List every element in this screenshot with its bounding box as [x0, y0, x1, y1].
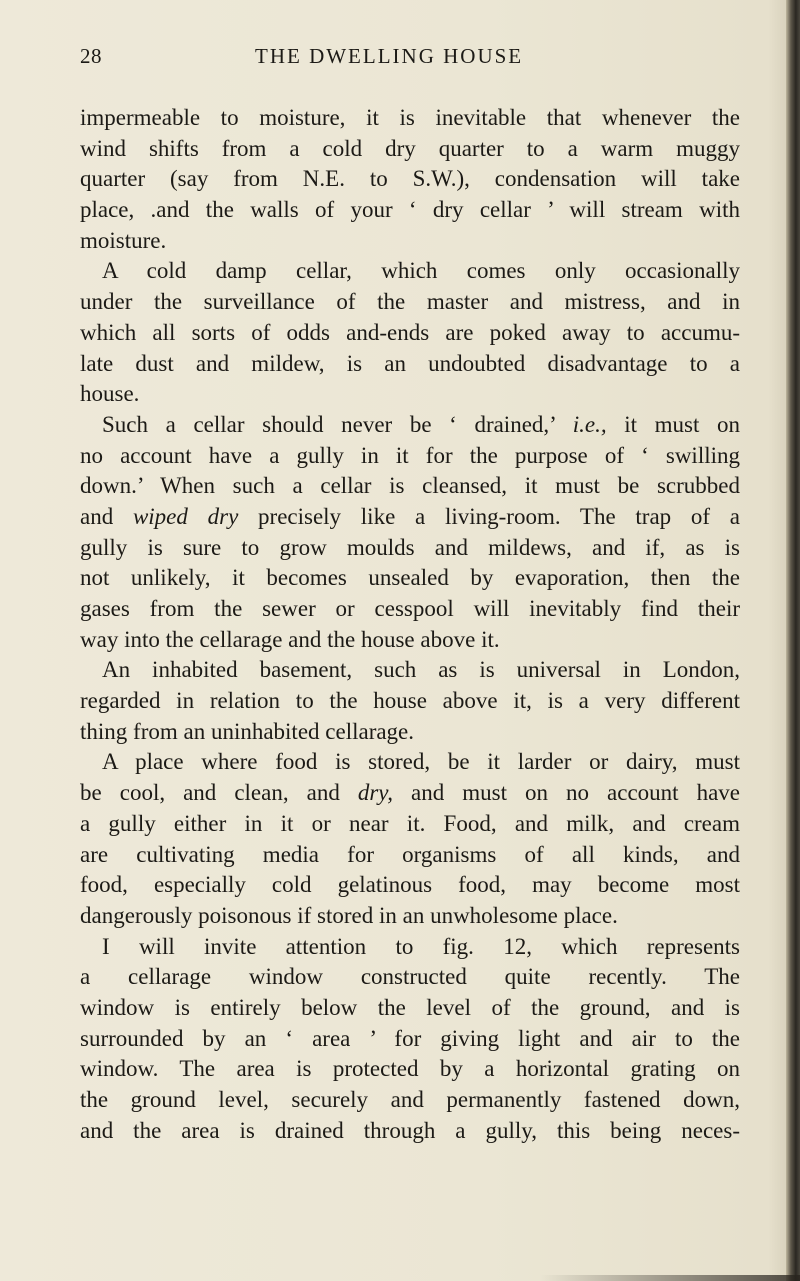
text-line: Such a cellar should never be ‘ drained,’ i.e., it must on	[102, 411, 740, 437]
text-line: and wiped dry precisely like a living-room. The trap of a	[80, 503, 740, 529]
text-line: not unlikely, it becomes unsealed by evaporation, then the	[80, 565, 740, 591]
text-line: wind shifts from a cold dry quarter to a warm muggy	[80, 135, 740, 161]
text-line: A place where food is stored, be it larder or dairy, must	[102, 749, 740, 775]
text-line: quarter (say from N.E. to S.W.), condensation will take	[80, 166, 740, 192]
text-line: are cultivating media for organisms of all kinds, and	[80, 841, 740, 867]
text-line: be cool, and clean, and dry, and must on no account have	[80, 780, 740, 806]
text-line: down.’ When such a cellar is cleansed, it must be scrubbed	[80, 473, 740, 499]
text-line: window. The area is protected by a horizontal grating on	[80, 1056, 740, 1082]
text-line: which all sorts of odds and-ends are poked away to accumu-	[80, 319, 740, 345]
text-line: a cellarage window constructed quite recently. The	[80, 964, 740, 990]
text-line: A cold damp cellar, which comes only occasionally	[102, 258, 740, 284]
text-line: I will invite attention to fig. 12, which represents	[102, 933, 740, 959]
running-head	[80, 44, 730, 74]
text-line: dangerously poisonous if stored in an unwholesome place.	[80, 902, 618, 928]
page-bottom-shadow	[540, 1275, 800, 1281]
body-text	[80, 103, 740, 1146]
text-line: surrounded by an ‘ area ’ for giving light and air to the	[80, 1025, 740, 1051]
text-line: under the surveillance of the master and mistress, and in	[80, 289, 740, 315]
page-number: 28	[80, 44, 102, 68]
text-line: regarded in relation to the house above it, is a very different	[80, 688, 740, 714]
text-line: window is entirely below the level of the ground, and is	[80, 994, 740, 1020]
text-line: and the area is drained through a gully, this being neces-	[80, 1117, 740, 1143]
text-line: late dust and mildew, is an undoubted disadvantage to a	[80, 350, 740, 376]
text-line: a gully either in it or near it. Food, and milk, and cream	[80, 810, 740, 836]
text-line: the ground level, securely and permanently fastened down,	[80, 1087, 740, 1112]
text-line: An inhabited basement, such as is universal in London,	[102, 657, 740, 683]
text-line: impermeable to moisture, it is inevitable that whenever the	[80, 105, 740, 130]
text-line: moisture.	[80, 227, 167, 253]
text-line: gases from the sewer or cesspool will inevitably find their	[80, 596, 740, 621]
page-binding-edge	[786, 0, 800, 1281]
text-line: thing from an uninhabited cellarage.	[80, 718, 415, 744]
text-line: food, especially cold gelatinous food, may become most	[80, 872, 740, 898]
text-line: house.	[80, 381, 140, 407]
text-line: place, .and the walls of your ‘ dry cellar ’ will stream with	[80, 197, 740, 223]
running-title: THE DWELLING HOUSE	[255, 44, 524, 68]
text-line: no account have a gully in it for the purpose of ‘ swilling	[80, 442, 740, 468]
text-line: way into the cellarage and the house above it.	[80, 626, 500, 652]
text-line: gully is sure to grow moulds and mildews, and if, as is	[80, 534, 740, 560]
